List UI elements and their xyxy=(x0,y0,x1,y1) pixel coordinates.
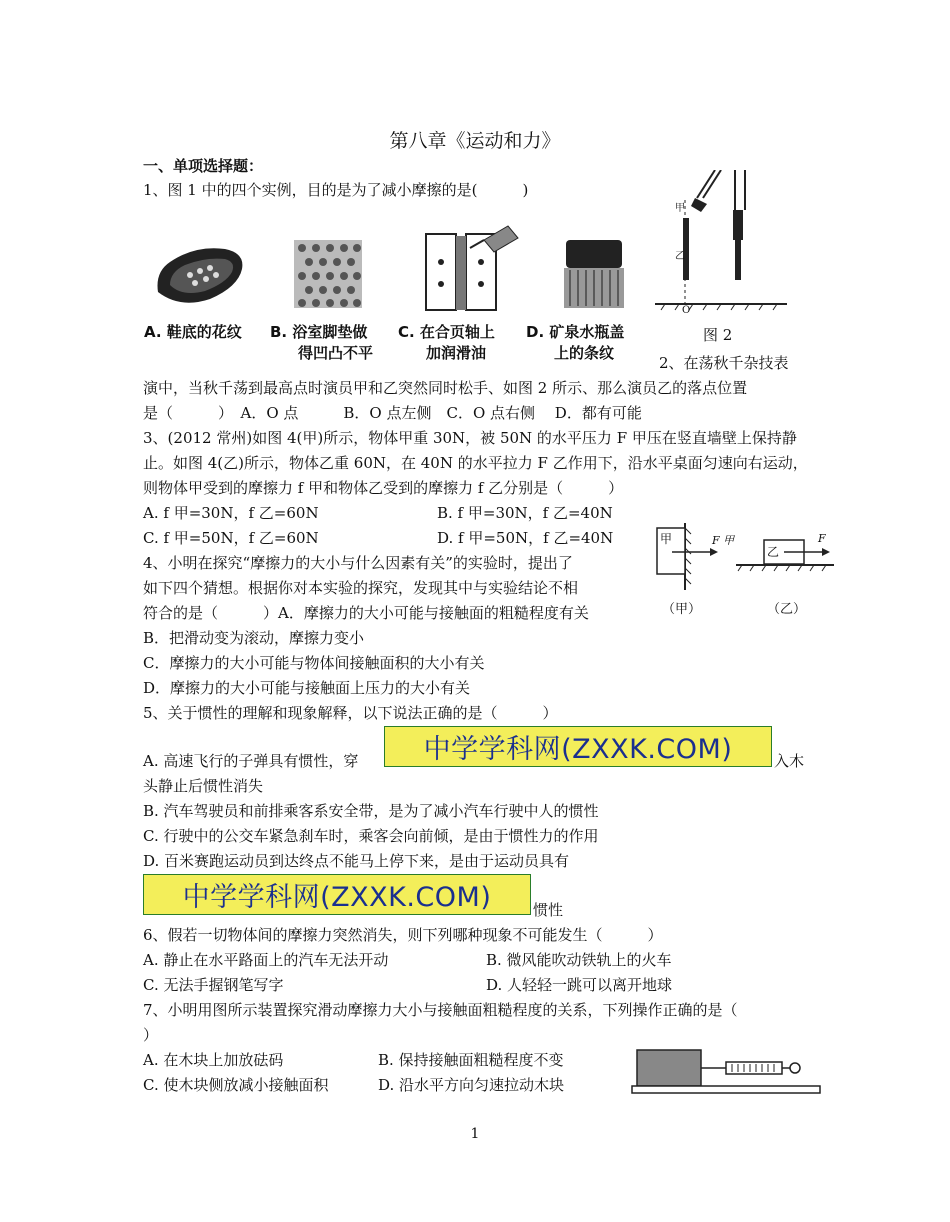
fig4-label-jia: 甲 xyxy=(660,532,673,546)
q1-caption-d-line2: 上的条纹 xyxy=(554,344,615,362)
fig4-caption-yi: （乙） xyxy=(767,602,807,617)
q6-option-a: A. 静止在水平路面上的汽车无法开动 xyxy=(143,951,389,969)
q5-stem: 5、关于惯性的理解和现象解释，以下说法正确的是（ ） xyxy=(143,704,558,722)
q5-option-d-tail: 惯性 xyxy=(533,901,564,919)
fig2-caption: 图 2 xyxy=(703,326,733,344)
q2-line2: 演中，当秋千荡到最高点时演员甲和乙突然同时松手、如图 2 所示、那么演员乙的落点位置 xyxy=(143,379,748,397)
q5-option-a-tail: 入木 xyxy=(774,752,805,770)
fig2-label-o: O xyxy=(682,305,691,316)
q1-caption-c-line2: 加润滑油 xyxy=(426,344,487,362)
q4-line2: 如下四个猜想。根据你对本实验的探究，发现其中与实验结论不相 xyxy=(143,579,579,597)
fig2-label-yi: 乙 xyxy=(675,251,685,262)
q2-line3: 是（ ） A．O 点 B．O 点左侧 C．O 点右侧 D．都有可能 xyxy=(143,404,642,422)
q5-option-b: B. 汽车驾驶员和前排乘客系安全带，是为了减小汽车行驶中人的惯性 xyxy=(143,802,599,820)
q6-option-d: D. 人轻轻一跳可以离开地球 xyxy=(486,976,673,994)
fig2-label-jia: 甲 xyxy=(675,203,685,214)
q1-stem: 1、图 1 中的四个实例，目的是为了减小摩擦的是( ) xyxy=(143,181,529,199)
q1-caption-b-line1: B. 浴室脚垫做 xyxy=(270,323,368,341)
swing-figure xyxy=(655,170,790,315)
q4-line1: 4、小明在探究“摩擦力的大小与什么因素有关”的实验时，提出了 xyxy=(143,554,573,572)
q3-line1: 3、(2012 常州)如图 4(甲)所示，物体甲重 30N，被 50N 的水平压力 F 甲压在竖直墙壁上保持静 xyxy=(143,429,797,447)
q4-option-d: D．摩擦力的大小可能与接触面上压力的大小有关 xyxy=(143,679,471,697)
fig4-label-yi: 乙 xyxy=(767,545,780,559)
q5-option-a-line1: A. 高速飞行的子弹具有惯性，穿 xyxy=(143,752,359,770)
q1-caption-c-line1: C. 在合页轴上 xyxy=(398,323,495,341)
q4-option-b: B．把滑动变为滚动，摩擦力变小 xyxy=(143,629,365,647)
watermark-banner: 中学学科网(ZXXK.COM) xyxy=(384,726,772,767)
friction-apparatus-figure xyxy=(630,1046,822,1096)
q3-option-c: C. f 甲=50N，f 乙=60N xyxy=(143,529,319,547)
q4-option-c: C．摩擦力的大小可能与物体间接触面积的大小有关 xyxy=(143,654,485,672)
watermark-banner: 中学学科网(ZXXK.COM) xyxy=(143,874,531,915)
page-number: 1 xyxy=(470,1126,480,1142)
q3-option-d: D. f 甲=50N，f 乙=40N xyxy=(437,529,614,547)
bottle-cap-image xyxy=(560,238,628,310)
q1-caption-a: A. 鞋底的花纹 xyxy=(144,323,242,341)
fig4-label-f-yi: F xyxy=(818,532,826,545)
q3-option-b: B. f 甲=30N，f 乙=40N xyxy=(437,504,613,522)
q4-line3: 符合的是（ ）A．摩擦力的大小可能与接触面的粗糙程度有关 xyxy=(143,604,589,622)
shoe-sole-image xyxy=(150,237,250,312)
q7-line2: ） xyxy=(143,1026,159,1044)
section-heading: 一、单项选择题： xyxy=(143,157,264,175)
q7-option-b: B. 保持接触面粗糙程度不变 xyxy=(378,1051,564,1069)
q5-option-c: C. 行驶中的公交车紧急刹车时，乘客会向前倾，是由于惯性力的作用 xyxy=(143,827,599,845)
q2-line1: 2、在荡秋千杂技表 xyxy=(659,354,789,372)
page-title: 第八章《运动和力》 xyxy=(389,130,561,152)
q7-line1: 7、小明用图所示装置探究滑动摩擦力大小与接触面粗糙程度的关系，下列操作正确的是（ xyxy=(143,1001,738,1019)
q7-option-d: D. 沿水平方向匀速拉动木块 xyxy=(378,1076,565,1094)
q5-option-a-line2: 头静止后惯性消失 xyxy=(143,777,264,795)
q3-line2: 止。如图 4(乙)所示，物体乙重 60N，在 40N 的水平拉力 F 乙作用下，沿水平桌面匀速向右运动， xyxy=(143,454,808,472)
q7-option-c: C. 使木块侧放减小接触面积 xyxy=(143,1076,329,1094)
fig4-label-f-jia: F 甲 xyxy=(712,534,735,547)
q1-caption-b-line2: 得凹凸不平 xyxy=(298,344,374,362)
q6-option-b: B. 微风能吹动铁轨上的火车 xyxy=(486,951,672,969)
hinge-oil-image xyxy=(420,222,520,314)
q6-stem: 6、假若一切物体间的摩擦力突然消失，则下列哪种现象不可能发生（ ） xyxy=(143,926,663,944)
q7-option-a: A. 在木块上加放砝码 xyxy=(143,1051,284,1069)
q1-caption-d-line1: D. 矿泉水瓶盖 xyxy=(526,323,625,341)
q6-option-c: C. 无法手握钢笔写字 xyxy=(143,976,284,994)
q3-option-a: A. f 甲=30N，f 乙=60N xyxy=(143,504,319,522)
fig4-caption-jia: （甲） xyxy=(662,602,702,617)
q3-line3: 则物体甲受到的摩擦力 f 甲和物体乙受到的摩擦力 f 乙分别是（ ） xyxy=(143,479,624,497)
q5-option-d: D. 百米赛跑运动员到达终点不能马上停下来，是由于运动员具有 xyxy=(143,852,570,870)
bath-mat-image xyxy=(294,240,362,308)
